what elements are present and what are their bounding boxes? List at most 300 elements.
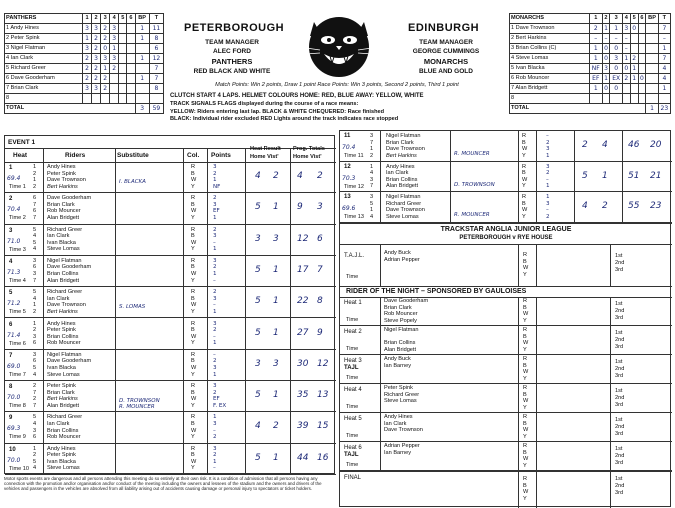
- heat-number: 13: [344, 194, 351, 201]
- prog-total-away: 13: [317, 390, 329, 401]
- panthers-heat-score: [83, 94, 92, 104]
- panthers-row: [5, 94, 164, 104]
- panthers-heat-score: [119, 54, 127, 64]
- heat-row: [5, 225, 336, 256]
- col-2: 2: [92, 14, 101, 24]
- panthers-row: [5, 44, 164, 54]
- panthers-rider-name: 5 Richard Greer: [5, 64, 83, 74]
- helmet-colours: R B W Y: [191, 289, 197, 315]
- panthers-row: [5, 54, 164, 64]
- heat-time-value: 70.4: [7, 206, 21, 214]
- heat-time-label: Time 13: [344, 214, 364, 221]
- rider-points: 1 3 – 2: [213, 414, 217, 441]
- junior-colours: R B W Y: [523, 252, 529, 278]
- monarchs-heat-score: 0: [610, 44, 623, 54]
- rider-name: Alan Bridgett: [47, 402, 80, 409]
- rider-name: Steve Popely: [384, 317, 417, 324]
- panthers-heat-score: 2: [101, 34, 110, 44]
- rider-name: Peter Spink: [47, 383, 76, 390]
- riders-col-header: Riders: [65, 152, 86, 159]
- monarchs-row: [510, 34, 671, 44]
- rider-name: Dave Trownson: [384, 427, 423, 434]
- rider-name: Peter Spink: [47, 452, 76, 459]
- rider-name: Richard Greer: [47, 226, 83, 233]
- heat-number: 3: [9, 227, 13, 234]
- helmet-colours: R B W Y: [523, 414, 529, 440]
- heat-result-home: 5: [255, 264, 261, 275]
- rider-name: Ivan Blacka: [47, 239, 76, 246]
- rider-name: Andy Buck: [384, 356, 411, 362]
- monarchs-heat-score: EF: [590, 74, 603, 84]
- monarchs-row: [510, 44, 671, 54]
- away-manager: GEORGE CUMMINGS: [412, 48, 480, 55]
- home-colours: RED BLACK AND WHITE: [193, 68, 271, 75]
- rider-name: Brian Collins: [47, 427, 79, 434]
- helmet-colours: R B W Y: [523, 443, 529, 469]
- rotn-time-label: Time: [346, 346, 359, 352]
- monarchs-row: [510, 54, 671, 64]
- black-flag-rules: BLACK: Individual rider excluded RED Lights around the track indicates race stopped: [170, 116, 399, 122]
- rotn-heat-row: [340, 297, 672, 326]
- heat-rider-numbers: 1 2 3 6: [33, 320, 37, 347]
- panthers-heat-score: [110, 84, 119, 94]
- panthers-heat-score: 3: [92, 24, 101, 34]
- monarchs-bonus: [646, 84, 658, 94]
- monarchs-heat-score: 0: [610, 84, 623, 94]
- junior-race: [340, 244, 672, 286]
- panthers-row: [5, 34, 164, 44]
- panthers-heat-score: [119, 44, 127, 54]
- heat-time-label: Time 4: [9, 277, 26, 284]
- monarchs-total: 1: [658, 84, 670, 94]
- rotn-heat-label: Heat 3: [344, 358, 362, 364]
- prog-total-home: 46: [628, 140, 640, 150]
- monarchs-heat-score: –: [622, 44, 630, 54]
- monarchs-rider-name: 7 Alan Bridgett: [510, 84, 590, 94]
- heat-time-label: Time 8: [9, 403, 26, 410]
- rider-name: Nigel Flatman: [384, 327, 419, 333]
- heat-number: 9: [9, 415, 13, 422]
- substitute-rider: D. TROWNSON: [454, 181, 495, 188]
- rider-name: Brian Clark: [47, 201, 75, 208]
- monarchs-total-t: 23: [658, 104, 670, 114]
- col-1: 1: [590, 14, 603, 24]
- prog-total-home: 22: [297, 296, 309, 307]
- heat-result-home: 5: [255, 452, 261, 463]
- rotn-time-label: Time: [346, 317, 359, 323]
- panthers-bonus: 1: [135, 54, 149, 64]
- col-bp: BP: [135, 14, 149, 24]
- heat-time-value: 69.3: [7, 425, 21, 433]
- monarchs-row: [510, 24, 671, 34]
- rotn-heat-row: [340, 384, 672, 413]
- col-t: T: [658, 14, 670, 24]
- prog-total-away: 15: [317, 421, 329, 432]
- panthers-total: [149, 94, 163, 104]
- monarchs-heat-score: [638, 84, 646, 94]
- panther-logo-icon: [296, 14, 382, 80]
- heat-time-value: 70.3: [342, 174, 356, 182]
- monarchs-heat-score: –: [590, 34, 603, 44]
- panthers-rider-name: 2 Peter Spink: [5, 34, 83, 44]
- heat-row: [5, 319, 336, 350]
- panthers-heat-score: 2: [92, 64, 101, 74]
- heat-rider-numbers: 5 4 3 6: [33, 414, 37, 441]
- panthers-heat-score: 3: [83, 44, 92, 54]
- monarchs-total: 7: [658, 24, 670, 34]
- heat-riders: [47, 195, 91, 221]
- helmet-colours: R B W Y: [522, 133, 528, 159]
- panthers-heat-score: 2: [83, 54, 92, 64]
- heat-rider-numbers: 3 7 1 2: [370, 133, 374, 159]
- prog-totals-header: Prog. Totals: [293, 146, 325, 152]
- heat-time-label: Time 6: [9, 340, 26, 347]
- panthers-row: [5, 24, 164, 34]
- prog-total-away: 20: [650, 140, 662, 150]
- panthers-heat-score: 2: [101, 24, 110, 34]
- rider-name: Steve Lomas: [386, 213, 419, 220]
- panthers-heat-score: 0: [101, 44, 110, 54]
- panthers-bonus: [135, 94, 149, 104]
- right-programme: [339, 130, 671, 507]
- rotn-riders: [384, 356, 411, 382]
- panthers-heat-score: [127, 44, 135, 54]
- away-team-name: EDINBURGH: [408, 22, 480, 34]
- helmet-colours: R B W Y: [522, 194, 528, 220]
- heat-result-header: Heat Result: [250, 146, 281, 152]
- panthers-heat-score: 3: [110, 34, 119, 44]
- heat-time-value: 70.0: [7, 394, 21, 402]
- panthers-total: 7: [149, 64, 163, 74]
- heat-riders: [47, 321, 81, 347]
- rotn-heat-row: [340, 355, 672, 384]
- rider-name: Rob Mouncer: [47, 434, 81, 441]
- rider-name: [384, 434, 423, 441]
- rider-points: 3 2 EF F. EX: [213, 383, 227, 409]
- monarchs-total: 7: [658, 54, 670, 64]
- heat-time-label: Time 12: [344, 183, 364, 190]
- monarchs-heat-score: 2: [624, 75, 629, 82]
- helmet-colours: R B W Y: [191, 226, 197, 253]
- final-places: 1st 2nd 3rd: [615, 476, 625, 496]
- monarchs-heat-score: [630, 44, 638, 54]
- heat-number: 7: [9, 352, 13, 359]
- heat-result-home: 3: [255, 233, 261, 244]
- helmet-colours: R B W Y: [191, 257, 197, 284]
- prog-total-away: 23: [650, 201, 662, 212]
- away-manager-label: TEAM MANAGER: [419, 39, 473, 46]
- rider-points: 3 2 1 –: [213, 445, 217, 472]
- home-manager: ALEC FORD: [213, 48, 251, 55]
- monarchs-total-label: TOTAL: [510, 104, 646, 114]
- monarchs-rider-name: 5 Ivan Blacka: [510, 64, 590, 74]
- rider-name: Rob Mouncer: [384, 311, 418, 318]
- rider-name: Alan Bridgett: [47, 215, 80, 222]
- heat-result-away: 1: [273, 202, 279, 213]
- yellow-flag-rules: YELLOW: Riders entering last lap. BLACK & WHITE CHEQUERED: Race finished: [170, 109, 385, 115]
- heat-time-value: 70.4: [342, 144, 356, 151]
- monarchs-heat-score: 0: [610, 64, 623, 74]
- prog-total-home: 44: [297, 452, 309, 463]
- panthers-bonus: [135, 84, 149, 94]
- monarchs-heat-score: –: [622, 34, 630, 44]
- panthers-heat-score: 3: [101, 54, 110, 64]
- heat-riders: [47, 289, 86, 315]
- substitute-rider: R. MOUNCER: [454, 212, 490, 219]
- panthers-heat-score: 3: [110, 54, 119, 64]
- rider-name: [384, 334, 419, 341]
- panthers-heat-score: 2: [92, 74, 101, 84]
- panthers-row: [5, 84, 164, 94]
- monarchs-heat-score: 3: [624, 25, 629, 32]
- rider-name: Nigel Flatman: [386, 194, 421, 201]
- rotn-time-label: Time: [346, 404, 359, 410]
- panthers-heat-score: [119, 94, 127, 104]
- rider-name: Ian Barney: [384, 449, 412, 456]
- prog-total-away: 3: [317, 202, 323, 213]
- heat-result-home: 4: [255, 171, 261, 181]
- rider-name: Brian Clark: [47, 389, 75, 396]
- rider-name: Dave Trownson: [47, 177, 86, 184]
- panthers-heat-score: [127, 34, 135, 44]
- match-header: [168, 14, 506, 132]
- col-col-header: Col.: [187, 152, 200, 159]
- heat-riders: [47, 164, 86, 190]
- heat-number: 4: [9, 258, 13, 265]
- rider-name: Bert Harkins: [47, 308, 78, 315]
- panthers-total: 8: [149, 34, 163, 44]
- rider-name: Brian Collins: [47, 333, 79, 340]
- panthers-total: 12: [149, 54, 163, 64]
- panthers-heat-score: 2: [110, 64, 119, 74]
- heat-time-value: 71.3: [7, 268, 21, 276]
- monarchs-heat-score: 0: [624, 65, 629, 72]
- heat-riders: [47, 446, 80, 472]
- rider-name: Dave Gooderham: [47, 264, 92, 271]
- helmet-colours: R B W Y: [191, 351, 197, 378]
- prog-totals-sub: Home Vist': [293, 154, 322, 160]
- monarchs-bonus: [646, 94, 658, 104]
- tajl-label: T.A.J.L.: [344, 253, 365, 259]
- monarchs-rider-name: 4 Steve Lomas: [510, 54, 590, 64]
- monarchs-total: 1: [658, 44, 670, 54]
- rider-name: Steve Lomas: [47, 246, 80, 253]
- helmet-colours: R B W Y: [523, 327, 529, 353]
- monarchs-heat-score: 2: [632, 55, 637, 62]
- rider-name: Alan Bridgett: [47, 277, 80, 284]
- panthers-heat-score: [119, 74, 127, 84]
- rotn-heat-row: [340, 442, 672, 471]
- prog-total-away: 2: [317, 171, 323, 181]
- monarchs-heat-score: –: [602, 34, 610, 44]
- monarchs-row: [510, 64, 671, 74]
- rider-name: Ian Clark: [384, 420, 407, 427]
- prog-total-home: 51: [628, 170, 640, 181]
- rotn-riders: [384, 327, 419, 353]
- substitute-col-header: Substitute: [117, 152, 149, 159]
- monarchs-total: 4: [658, 64, 670, 74]
- rider-name: Ian Clark: [47, 420, 70, 427]
- heat-result-home: 2: [582, 140, 588, 150]
- prog-total-home: 39: [297, 421, 309, 432]
- prog-total-home: 55: [628, 201, 640, 212]
- rotn-title: RIDER OF THE NIGHT – SPONSORED BY GAULOISES: [346, 288, 527, 295]
- panthers-heat-score: [127, 64, 135, 74]
- rider-name: Bert Harkins: [386, 152, 417, 159]
- panthers-bonus: 1: [135, 34, 149, 44]
- monarchs-total: –: [658, 34, 670, 44]
- heat-rider-numbers: 5 4 1 2: [33, 289, 37, 315]
- rider-points: – 2 3 1: [213, 351, 217, 378]
- monarchs-heat-score: 3: [604, 65, 608, 72]
- home-manager-label: TEAM MANAGER: [205, 39, 259, 46]
- rider-points: 1 3 – 2: [546, 194, 550, 220]
- monarchs-heat-score: [638, 54, 646, 64]
- heat-time-value: 71.0: [7, 237, 21, 245]
- panthers-heat-score: [127, 24, 135, 34]
- heat-number: 1: [9, 165, 13, 171]
- monarchs-heat-score: 1: [610, 24, 623, 34]
- heat-time-value: 71.4: [7, 331, 21, 339]
- monarchs-heat-score: [638, 24, 646, 34]
- heat-result-home: 4: [582, 201, 588, 212]
- heat-result-home: 5: [255, 202, 261, 213]
- rotn-places: 1st 2nd 3rd: [615, 388, 625, 408]
- home-team-name: PETERBOROUGH: [184, 22, 285, 34]
- home-nickname: PANTHERS: [211, 57, 253, 66]
- panthers-bonus: [135, 44, 149, 54]
- monarchs-rider-name: 1 Dave Trownson: [510, 24, 590, 34]
- prog-total-home: 12: [297, 233, 309, 244]
- heat-result-home: 5: [255, 327, 261, 338]
- prog-total-home: 27: [297, 327, 309, 338]
- away-nickname: MONARCHS: [423, 57, 469, 66]
- rotn-time-label: Time: [346, 433, 359, 439]
- rotn-time-label: Time: [346, 375, 359, 381]
- rider-name: [384, 463, 420, 470]
- signals-rules: TRACK SIGNALS FLAGS displayed during the course of a race means:: [170, 101, 359, 107]
- col-3: 3: [610, 14, 623, 24]
- monarchs-heat-score: 1: [604, 75, 608, 82]
- prog-total-away: 6: [317, 233, 323, 244]
- panthers-heat-score: [110, 74, 119, 84]
- heat-riders: [386, 133, 425, 159]
- heat-time-value: 69.6: [342, 205, 356, 213]
- disclaimer-text: Motor sports events are dangerous and all persons attending this meeting do so entirely at their own risk. It is a condition of admission that all persons having any connection with the promotion and/or organisation and/or conduct of the meeting including the owners and lessees of the stadium and the owners and drivers of the vehicles and passengers in the vehicles are absolved from all liability arising out of accidents causing damage or personal injury to spectators or ticket holders.: [4, 476, 322, 491]
- heat-result-away: 2: [602, 201, 608, 212]
- col-t: T: [149, 14, 163, 24]
- heat-time-label: Time 3: [9, 246, 26, 253]
- monarchs-bonus: [646, 64, 658, 74]
- heat-time-label: Time 2: [9, 215, 26, 222]
- monarchs-rider-name: 8: [510, 94, 590, 104]
- panthers-heat-score: [127, 54, 135, 64]
- panthers-total-label: TOTAL: [5, 104, 136, 114]
- heat-rider-numbers: 6 7 6 7: [33, 195, 37, 222]
- rider-name: Dave Trownson: [386, 207, 425, 214]
- heat-rider-numbers: 1 4 3 7: [370, 163, 374, 190]
- heat-row: [5, 350, 336, 381]
- panthers-heat-score: [127, 74, 135, 84]
- final-label: FINAL: [344, 475, 362, 481]
- heat-row: [340, 192, 672, 223]
- panthers-heat-score: [127, 94, 135, 104]
- heat-time-label: Time 7: [9, 371, 26, 378]
- final-colours: R B W Y: [523, 476, 529, 502]
- panthers-rider-name: 8: [5, 94, 83, 104]
- panthers-title: PANTHERS: [5, 14, 83, 24]
- rider-name: Dave Gooderham: [47, 195, 92, 202]
- heat-rider-numbers: 3 6 3 7: [33, 257, 37, 284]
- heat-result-home: 4: [255, 421, 261, 432]
- junior-rider-1: Andy Buck: [384, 250, 411, 256]
- panthers-heat-score: 1: [110, 44, 119, 54]
- monarchs-heat-score: [630, 94, 638, 104]
- monarchs-heat-score: 1: [590, 44, 603, 54]
- rider-name: Peter Spink: [47, 170, 76, 177]
- monarchs-row: [510, 74, 671, 84]
- col-1: 1: [83, 14, 92, 24]
- helmet-colours: R B W Y: [191, 320, 197, 347]
- points-rules: Match Points: Win 2 points, Draw 1 point Race Points: Win 3 points, Second 2 points, Third 1 point: [215, 82, 459, 88]
- heat-number: 6: [9, 321, 13, 328]
- panthers-heat-score: [119, 24, 127, 34]
- panthers-heat-score: [110, 94, 119, 104]
- heat-riders: [386, 194, 425, 220]
- monarchs-bonus: [646, 24, 658, 34]
- helmet-colours: R B W Y: [191, 195, 197, 222]
- heat-number: 5: [9, 290, 13, 297]
- panthers-row: [5, 74, 164, 84]
- panthers-score-table: [4, 13, 164, 114]
- heat-result-away: 3: [273, 233, 279, 244]
- panthers-total-t: 59: [149, 104, 163, 114]
- monarchs-heat-score: 0: [604, 85, 608, 92]
- monarchs-heat-score: [638, 94, 646, 104]
- helmet-colours: R B W Y: [523, 356, 529, 382]
- heat-row: [5, 381, 336, 412]
- rider-name: Ian Clark: [386, 170, 409, 177]
- panthers-row: [5, 64, 164, 74]
- heat-result-away: 1: [602, 170, 608, 181]
- rider-name: [384, 376, 411, 383]
- heat-riders: [386, 164, 418, 190]
- panthers-heat-score: 2: [101, 84, 110, 94]
- rider-name: Alan Bridgett: [384, 346, 417, 353]
- rotn-riders: [384, 298, 428, 324]
- prog-total-home: 4: [297, 171, 303, 181]
- heat-time-value: 69.4: [7, 175, 21, 182]
- substitute-rider: I. BLACKA: [119, 179, 146, 185]
- panthers-heat-score: [127, 84, 135, 94]
- away-colours: BLUE AND GOLD: [419, 68, 473, 75]
- panthers-heat-score: 1: [83, 34, 92, 44]
- monarchs-row: [510, 94, 671, 104]
- heat-number: 8: [9, 384, 13, 391]
- heat-rider-numbers: 1 2 5 4: [33, 445, 37, 472]
- panthers-heat-score: 2: [83, 64, 92, 74]
- rider-points: – 2 3 1: [546, 133, 550, 159]
- rotn-places: 1st 2nd 3rd: [615, 301, 625, 321]
- rider-name: Steve Lomas: [47, 465, 80, 472]
- heat-result-away: 2: [273, 171, 279, 181]
- monarchs-heat-score: –: [610, 34, 623, 44]
- monarchs-heat-score: [622, 94, 630, 104]
- panthers-heat-score: 2: [92, 34, 101, 44]
- prog-total-home: 17: [297, 264, 309, 275]
- rotn-heat-label: Heat 1: [344, 300, 362, 306]
- panthers-heat-score: [119, 64, 127, 74]
